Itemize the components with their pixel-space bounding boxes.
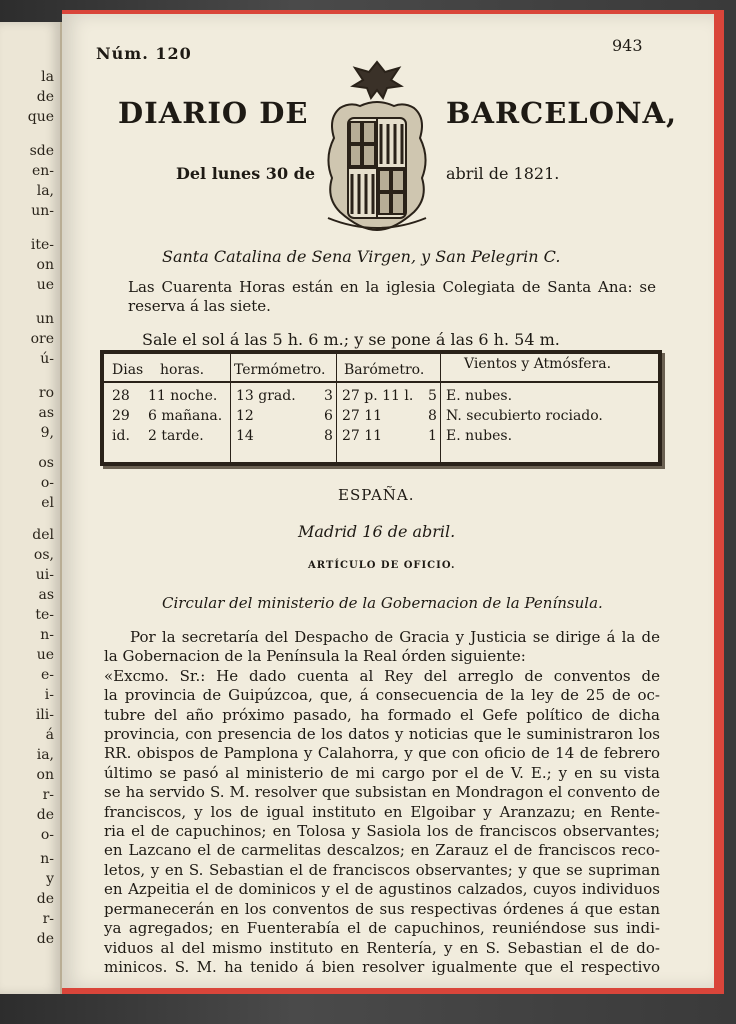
weather-cell-thermo: 12 xyxy=(236,408,254,424)
article-line: en Lazcano el de carmelitas descalzos; en Zarauz el de franciscos reco- xyxy=(104,841,660,860)
table-divider xyxy=(440,354,441,462)
masthead-left: DIARIO DE xyxy=(118,96,309,130)
weather-cell-thermo-frac: 3 xyxy=(324,388,333,404)
article-line: viduos al del mismo instituto en Rentería, y en S. Sebastian el de do- xyxy=(104,938,660,957)
left-page-fragment: o- xyxy=(40,827,54,843)
left-page-fragment: de xyxy=(36,807,54,823)
left-page-fragment: sde xyxy=(29,143,54,159)
weather-cell-baro-frac: 5 xyxy=(428,388,437,404)
left-page-fragment: ú- xyxy=(40,351,54,367)
article-body xyxy=(104,628,660,977)
header-thermometer: Termómetro. xyxy=(234,362,326,378)
weather-cell-thermo-frac: 6 xyxy=(324,408,333,424)
header-hours: horas. xyxy=(160,362,205,378)
left-page-fragment: ro xyxy=(38,385,54,401)
header-days: Dias xyxy=(112,362,144,378)
article-line: letos, y en S. Sebastian el de franciscos observantes; y que se supriman xyxy=(104,860,660,879)
header-barometer: Barómetro. xyxy=(344,362,425,378)
date-left: Del lunes 30 de xyxy=(176,164,316,183)
weather-table xyxy=(100,350,662,466)
left-page-fragment: os, xyxy=(33,547,54,563)
weather-cell-baro: 27 p. 11 l. xyxy=(342,388,414,404)
weather-cell-hour: 2 tarde. xyxy=(148,428,204,444)
left-page-fragment: y xyxy=(46,871,54,887)
left-page-fragment: i- xyxy=(44,687,54,703)
left-page-fragment: ite- xyxy=(30,237,54,253)
left-page-fragment: que xyxy=(27,109,54,125)
article-line: RR. obispos de Pamplona y Calahorra, y que con oficio de 14 de febrero xyxy=(104,744,660,763)
table-divider xyxy=(230,354,231,462)
left-facing-page xyxy=(0,22,62,994)
article-line: minicos. S. M. ha tenido á bien resolver igualmente que el respectivo xyxy=(104,957,660,976)
coat-of-arms-icon xyxy=(318,58,436,236)
left-page-fragment: os xyxy=(38,455,54,471)
left-page-fragment: ue xyxy=(36,647,54,663)
weather-cell-thermo: 14 xyxy=(236,428,254,444)
left-page-fragment: la, xyxy=(36,183,54,199)
dateline: Madrid 16 de abril. xyxy=(298,522,456,541)
weather-cell-day: 28 xyxy=(112,388,130,404)
article-line: en Azpeitia el de dominicos y el de agustinos calzados, cuyos individuos xyxy=(104,880,660,899)
sunrise-sunset: Sale el sol á las 5 h. 6 m.; y se pone á las 6 h. 54 m. xyxy=(142,330,560,349)
newspaper-page xyxy=(62,10,724,994)
weather-cell-baro: 27 11 xyxy=(342,408,383,424)
left-page-fragment: ue xyxy=(36,277,54,293)
masthead-right: BARCELONA, xyxy=(446,96,678,130)
left-page-fragment: on xyxy=(36,257,54,273)
weather-cell-day: id. xyxy=(112,428,130,444)
left-page-fragment: ui- xyxy=(35,567,54,583)
weather-cell-thermo-frac: 8 xyxy=(324,428,333,444)
weather-cell-baro-frac: 1 xyxy=(428,428,437,444)
weather-cell-wind: E. nubes. xyxy=(446,388,513,404)
weather-cell-thermo: 13 grad. xyxy=(236,388,296,404)
weather-cell-hour: 11 noche. xyxy=(148,388,218,404)
weather-cell-hour: 6 mañana. xyxy=(148,408,223,424)
saints-of-the-day: Santa Catalina de Sena Virgen, y San Pelegrin C. xyxy=(162,247,561,266)
date-right: abril de 1821. xyxy=(446,164,560,183)
page-number: 943 xyxy=(612,36,643,55)
article-line: ria el de capuchinos; en Tolosa y Sasiola los de franciscos observantes; xyxy=(104,822,660,841)
weather-cell-baro-frac: 8 xyxy=(428,408,437,424)
left-page-fragment: el xyxy=(41,495,54,511)
left-page-fragment: as xyxy=(38,405,54,421)
section-country: ESPAÑA. xyxy=(338,486,415,504)
left-page-fragment: ore xyxy=(30,331,54,347)
article-line: provincia, con presencia de los datos y noticias que le suministraron los xyxy=(104,725,660,744)
left-page-fragment: e- xyxy=(40,667,54,683)
left-page-fragment: n- xyxy=(40,851,54,867)
left-page-fragment: on xyxy=(36,767,54,783)
header-winds: Vientos y Atmósfera. xyxy=(464,356,612,372)
left-page-fragment: r- xyxy=(42,911,54,927)
forty-hours-notice: Las Cuarenta Horas están en la iglesia Colegiata de Santa Ana: se reserva á las siete. xyxy=(128,278,656,315)
paper-sheet xyxy=(62,14,714,988)
table-divider xyxy=(104,381,658,383)
article-line: «Excmo. Sr.: He dado cuenta al Rey del arreglo de conventos de xyxy=(104,666,660,685)
article-line: permanecerán en los conventos de sus respectivas órdenes á que estan xyxy=(104,899,660,918)
left-page-fragment: la xyxy=(41,69,54,85)
left-page-fragment: te- xyxy=(35,607,54,623)
weather-cell-day: 29 xyxy=(112,408,130,424)
circular-title: Circular del ministerio de la Gobernacion de la Península. xyxy=(162,594,603,612)
table-divider xyxy=(336,354,337,462)
left-page-fragment: un- xyxy=(31,203,54,219)
left-page-fragment: de xyxy=(36,931,54,947)
weather-cell-wind: N. secubierto rociado. xyxy=(446,408,603,424)
left-page-fragment: o- xyxy=(40,475,54,491)
article-line: último se pasó al ministerio de mi cargo por el de V. E.; y en su vista xyxy=(104,763,660,782)
left-page-fragment: ili- xyxy=(35,707,54,723)
left-page-fragment: de xyxy=(36,89,54,105)
left-page-fragment: del xyxy=(32,527,54,543)
weather-cell-baro: 27 11 xyxy=(342,428,383,444)
article-line: la Gobernacion de la Península la Real órden siguiente: xyxy=(104,647,526,666)
left-page-fragment: de xyxy=(36,891,54,907)
issue-number: Núm. 120 xyxy=(96,44,192,63)
left-page-fragment: un xyxy=(35,311,54,327)
article-label: ARTÍCULO DE OFICIO. xyxy=(308,560,456,571)
article-line: franciscos, y los de igual instituto en Elgoibar y Aranzazu; en Rente- xyxy=(104,802,660,821)
left-page-fragment: 9, xyxy=(40,425,54,441)
weather-cell-wind: E. nubes. xyxy=(446,428,513,444)
left-page-fragment: n- xyxy=(40,627,54,643)
article-line: ya agregados; en Fuenterabía el de capuchinos, reuniéndose sus indi- xyxy=(104,919,660,938)
left-page-fragment: en- xyxy=(31,163,54,179)
left-page-fragment: as xyxy=(38,587,54,603)
left-page-fragment: ia, xyxy=(36,747,54,763)
article-line: Por la secretaría del Despacho de Gracia y Justicia se dirige á la de xyxy=(130,628,660,646)
article-line: se ha servido S. M. resolver que subsistan en Mondragon el convento de xyxy=(104,783,660,802)
left-page-fragment: á xyxy=(45,727,54,743)
article-line: tubre del año próximo pasado, ha formado el Gefe político de dicha xyxy=(104,705,660,724)
article-line: la provincia de Guipúzcoa, que, á consecuencia de la ley de 25 de oc- xyxy=(104,686,660,705)
left-page-fragment: r- xyxy=(42,787,54,803)
